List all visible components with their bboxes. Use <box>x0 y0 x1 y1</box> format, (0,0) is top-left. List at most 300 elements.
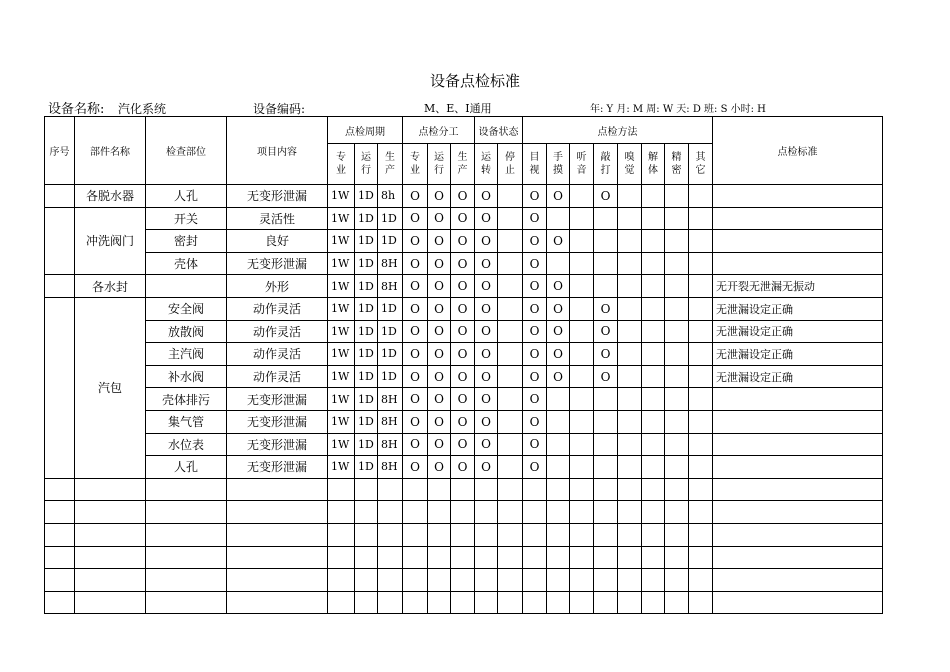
table-cell <box>146 591 227 614</box>
table-cell: O <box>451 433 475 456</box>
table-cell: O <box>547 275 570 298</box>
table-cell: 1D <box>378 207 403 230</box>
table-cell <box>498 546 523 569</box>
table-cell: O <box>594 185 618 208</box>
table-cell <box>618 456 642 479</box>
table-cell: O <box>547 185 570 208</box>
table-cell: O <box>451 252 475 275</box>
table-cell: O <box>428 343 451 366</box>
table-cell <box>594 275 618 298</box>
table-cell <box>642 433 665 456</box>
table-cell <box>227 523 328 546</box>
table-cell: O <box>403 388 428 411</box>
table-cell <box>498 297 523 320</box>
table-cell: 无变形泄漏 <box>227 252 328 275</box>
table-cell: 安全阀 <box>146 297 227 320</box>
table-cell: 1D <box>355 388 378 411</box>
scope-value: M、E、I通用 <box>424 102 492 115</box>
table-cell: O <box>547 297 570 320</box>
table-cell: 无变形泄漏 <box>227 388 328 411</box>
subheader-text: 敲打 <box>600 152 611 176</box>
table-cell <box>328 523 355 546</box>
table-cell: 无变形泄漏 <box>227 433 328 456</box>
table-cell <box>642 501 665 524</box>
table-cell: 1W <box>328 297 355 320</box>
table-cell: O <box>475 365 498 388</box>
subheader-text: 运行 <box>361 152 371 176</box>
table-cell <box>355 523 378 546</box>
table-cell: O <box>403 410 428 433</box>
subheader-cell <box>665 144 689 185</box>
table-cell: O <box>475 252 498 275</box>
table-cell: 1D <box>355 207 378 230</box>
table-cell <box>547 501 570 524</box>
table-cell: 1D <box>355 230 378 253</box>
table-cell <box>227 546 328 569</box>
table-row <box>45 320 883 343</box>
table-cell <box>642 388 665 411</box>
table-cell <box>75 501 146 524</box>
table-cell: 人孔 <box>146 456 227 479</box>
table-row <box>45 388 883 411</box>
subheader-cell <box>475 144 498 185</box>
page-title: 设备点检标准 <box>429 72 520 90</box>
table-cell: O <box>475 297 498 320</box>
table-cell <box>475 546 498 569</box>
table-cell <box>146 478 227 501</box>
table-cell: 外形 <box>227 275 328 298</box>
table-cell <box>498 523 523 546</box>
table-cell <box>665 365 689 388</box>
subheader-cell <box>618 144 642 185</box>
table-cell <box>665 388 689 411</box>
table-cell <box>594 410 618 433</box>
table-cell: 灵活性 <box>227 207 328 230</box>
table-cell: 动作灵活 <box>227 320 328 343</box>
subheader-cell <box>498 144 523 185</box>
subheader-cell <box>403 144 428 185</box>
table-cell <box>45 523 75 546</box>
table-cell <box>665 320 689 343</box>
subheader-cell <box>428 144 451 185</box>
table-cell <box>146 275 227 298</box>
table-cell: O <box>403 275 428 298</box>
table-cell <box>523 546 547 569</box>
table-cell <box>498 252 523 275</box>
table-cell: O <box>403 185 428 208</box>
table-cell <box>378 478 403 501</box>
table-cell <box>689 433 713 456</box>
table-cell <box>45 207 75 275</box>
table-cell: 1W <box>328 185 355 208</box>
table-cell <box>713 501 883 524</box>
table-cell: 无泄漏设定正确 <box>713 320 883 343</box>
table-cell: 开关 <box>146 207 227 230</box>
table-cell <box>570 523 594 546</box>
table-cell <box>713 388 883 411</box>
table-cell: O <box>428 185 451 208</box>
table-cell: O <box>428 388 451 411</box>
table-cell <box>451 591 475 614</box>
table-cell <box>642 478 665 501</box>
table-cell <box>618 252 642 275</box>
table-cell <box>713 410 883 433</box>
subheader-text: 专业 <box>410 152 420 176</box>
table-cell <box>498 410 523 433</box>
table-cell: 集气管 <box>146 410 227 433</box>
table-cell <box>689 252 713 275</box>
table-cell <box>378 523 403 546</box>
device-code-label: 设备编码: <box>253 102 306 116</box>
table-cell: 无变形泄漏 <box>227 410 328 433</box>
table-cell: 8h <box>378 185 403 208</box>
table-cell: O <box>451 297 475 320</box>
subheader-text: 停止 <box>505 152 515 176</box>
table-cell <box>665 501 689 524</box>
table-cell: O <box>451 388 475 411</box>
table-cell <box>665 478 689 501</box>
empty-row <box>45 591 883 614</box>
table-cell <box>146 523 227 546</box>
table-cell <box>594 501 618 524</box>
table-cell: 8H <box>378 388 403 411</box>
table-cell: O <box>523 365 547 388</box>
table-cell: O <box>594 297 618 320</box>
table-cell: 水位表 <box>146 433 227 456</box>
table-cell: 无泄漏设定正确 <box>713 343 883 366</box>
table-cell <box>355 546 378 569</box>
table-cell <box>45 591 75 614</box>
table-cell: 8H <box>378 275 403 298</box>
table-cell <box>498 478 523 501</box>
table-cell <box>570 410 594 433</box>
subheader-cell <box>547 144 570 185</box>
table-cell: O <box>547 343 570 366</box>
device-name-value: 汽化系统 <box>118 102 167 116</box>
table-cell: O <box>475 388 498 411</box>
table-cell <box>713 569 883 592</box>
table-cell <box>665 591 689 614</box>
table-cell <box>713 546 883 569</box>
table-cell: 1W <box>328 456 355 479</box>
empty-row <box>45 569 883 592</box>
table-cell <box>498 388 523 411</box>
table-cell <box>713 478 883 501</box>
table-cell: 1D <box>378 343 403 366</box>
table-cell <box>665 230 689 253</box>
table-cell: 1D <box>355 320 378 343</box>
table-cell: O <box>428 456 451 479</box>
table-cell <box>75 569 146 592</box>
table-cell: 1D <box>378 365 403 388</box>
table-cell <box>328 591 355 614</box>
table-cell <box>665 252 689 275</box>
table-cell <box>618 343 642 366</box>
subheader-text: 听音 <box>576 152 587 176</box>
table-cell <box>618 410 642 433</box>
table-cell: 主汽阀 <box>146 343 227 366</box>
table-cell: O <box>475 433 498 456</box>
table-cell <box>547 410 570 433</box>
table-cell: 1D <box>355 343 378 366</box>
table-cell <box>594 207 618 230</box>
table-cell: O <box>428 252 451 275</box>
table-cell <box>642 252 665 275</box>
table-cell <box>713 185 883 208</box>
table-cell: 1W <box>328 388 355 411</box>
table-cell <box>75 478 146 501</box>
table-cell <box>570 275 594 298</box>
table-cell <box>618 591 642 614</box>
table-cell <box>689 207 713 230</box>
table-cell <box>689 546 713 569</box>
table-cell: O <box>428 410 451 433</box>
subheader-text: 解体 <box>648 152 658 176</box>
table-cell <box>547 388 570 411</box>
table-cell <box>428 523 451 546</box>
table-cell: O <box>523 185 547 208</box>
table-cell: O <box>451 207 475 230</box>
table-cell <box>403 591 428 614</box>
table-cell: 1W <box>328 410 355 433</box>
table-cell: O <box>428 365 451 388</box>
table-cell: 1D <box>355 410 378 433</box>
empty-row <box>45 523 883 546</box>
table-cell <box>227 569 328 592</box>
table-cell <box>689 343 713 366</box>
table-cell <box>403 478 428 501</box>
table-cell <box>523 569 547 592</box>
table-cell: O <box>403 456 428 479</box>
table-cell: 8H <box>378 410 403 433</box>
table-cell <box>570 230 594 253</box>
table-cell <box>547 546 570 569</box>
table-cell <box>570 501 594 524</box>
table-cell <box>475 523 498 546</box>
table-cell <box>498 365 523 388</box>
subheader-text: 精密 <box>671 152 682 176</box>
subheader-cell <box>594 144 618 185</box>
header-method: 点检方法 <box>523 117 713 144</box>
table-cell <box>523 591 547 614</box>
subheader-text: 运转 <box>481 152 491 176</box>
table-cell <box>451 569 475 592</box>
table-cell <box>45 297 75 478</box>
table-cell <box>570 546 594 569</box>
table-cell: O <box>475 320 498 343</box>
table-cell: O <box>451 230 475 253</box>
table-cell: O <box>475 185 498 208</box>
table-cell <box>618 478 642 501</box>
header-state: 设备状态 <box>475 117 523 144</box>
table-cell <box>328 569 355 592</box>
table-cell <box>618 230 642 253</box>
table-cell: 1W <box>328 230 355 253</box>
table-cell: O <box>451 343 475 366</box>
header-standard: 点检标准 <box>713 117 883 185</box>
table-cell <box>547 478 570 501</box>
table-row <box>45 185 883 208</box>
table-cell <box>689 523 713 546</box>
table-cell: 1W <box>328 320 355 343</box>
table-cell <box>570 569 594 592</box>
table-row <box>45 456 883 479</box>
table-cell <box>642 456 665 479</box>
table-cell <box>146 546 227 569</box>
empty-row <box>45 501 883 524</box>
table-cell <box>713 433 883 456</box>
table-cell <box>498 320 523 343</box>
table-cell <box>355 569 378 592</box>
table-cell: O <box>523 252 547 275</box>
inspection-standard-table <box>44 116 883 614</box>
table-cell <box>451 546 475 569</box>
table-cell <box>523 523 547 546</box>
table-cell <box>547 252 570 275</box>
table-cell <box>570 591 594 614</box>
table-cell <box>618 501 642 524</box>
table-cell: 8H <box>378 433 403 456</box>
table-cell <box>594 523 618 546</box>
table-cell <box>665 207 689 230</box>
table-cell: O <box>403 252 428 275</box>
table-cell <box>428 546 451 569</box>
table-cell <box>570 433 594 456</box>
table-cell <box>570 365 594 388</box>
table-cell <box>642 185 665 208</box>
table-cell <box>355 478 378 501</box>
table-cell: 1D <box>355 365 378 388</box>
table-cell: O <box>475 456 498 479</box>
table-cell <box>618 297 642 320</box>
table-cell: O <box>523 343 547 366</box>
table-cell <box>498 185 523 208</box>
table-cell <box>665 569 689 592</box>
period-legend: 年: Y 月: M 周: W 天: D 班: S 小时: H <box>590 104 766 115</box>
table-cell <box>570 297 594 320</box>
table-row <box>45 297 883 320</box>
table-cell <box>570 478 594 501</box>
table-cell <box>689 569 713 592</box>
table-cell: 8H <box>378 456 403 479</box>
table-cell <box>713 456 883 479</box>
header-part-name: 部件名称 <box>75 117 146 185</box>
table-cell <box>689 185 713 208</box>
table-cell: 人孔 <box>146 185 227 208</box>
table-cell <box>498 591 523 614</box>
table-cell: 密封 <box>146 230 227 253</box>
table-cell: O <box>428 230 451 253</box>
table-cell <box>547 569 570 592</box>
table-cell <box>328 546 355 569</box>
table-cell <box>328 478 355 501</box>
table-cell <box>689 365 713 388</box>
table-cell: 汽包 <box>75 297 146 478</box>
table-cell: O <box>547 320 570 343</box>
table-cell <box>594 591 618 614</box>
table-cell <box>403 546 428 569</box>
table-cell <box>475 569 498 592</box>
table-cell: 1W <box>328 207 355 230</box>
table-cell <box>428 569 451 592</box>
subheader-text: 目视 <box>529 152 540 176</box>
table-cell: 壳体 <box>146 252 227 275</box>
table-cell <box>713 230 883 253</box>
table-cell <box>355 501 378 524</box>
subheader-text: 生产 <box>457 152 468 176</box>
table-cell: O <box>475 230 498 253</box>
subheader-cell <box>570 144 594 185</box>
table-row <box>45 433 883 456</box>
table-cell: 8H <box>378 252 403 275</box>
table-row <box>45 365 883 388</box>
table-cell <box>689 320 713 343</box>
table-cell: O <box>451 320 475 343</box>
table-cell <box>642 297 665 320</box>
table-cell: O <box>451 275 475 298</box>
table-cell <box>451 523 475 546</box>
subheader-cell <box>451 144 475 185</box>
table-row <box>45 207 883 230</box>
table-cell: 1D <box>355 275 378 298</box>
table-cell <box>547 207 570 230</box>
table-cell <box>618 433 642 456</box>
table-cell <box>642 546 665 569</box>
table-cell <box>689 230 713 253</box>
table-cell <box>498 433 523 456</box>
meta-line <box>48 100 888 116</box>
table-cell: O <box>403 320 428 343</box>
table-cell <box>428 501 451 524</box>
table-cell <box>713 207 883 230</box>
table-cell: 1D <box>355 185 378 208</box>
subheader-text: 其它 <box>695 152 706 176</box>
table-cell <box>665 410 689 433</box>
table-cell <box>665 433 689 456</box>
table-cell <box>594 478 618 501</box>
table-cell <box>75 546 146 569</box>
table-cell: O <box>523 456 547 479</box>
table-cell: O <box>428 207 451 230</box>
table-cell <box>547 456 570 479</box>
table-cell: 1D <box>355 456 378 479</box>
table-cell <box>428 591 451 614</box>
table-cell <box>498 456 523 479</box>
table-cell <box>428 478 451 501</box>
table-cell: 补水阀 <box>146 365 227 388</box>
empty-row <box>45 546 883 569</box>
table-cell <box>378 591 403 614</box>
table-cell: 无变形泄漏 <box>227 185 328 208</box>
table-cell <box>523 501 547 524</box>
table-cell: O <box>475 343 498 366</box>
subheader-cell <box>328 144 355 185</box>
table-cell <box>665 185 689 208</box>
table-cell <box>642 523 665 546</box>
table-cell <box>618 320 642 343</box>
table-cell: O <box>594 320 618 343</box>
table-cell <box>713 591 883 614</box>
subheader-cell <box>523 144 547 185</box>
table-cell: O <box>594 365 618 388</box>
header-division: 点检分工 <box>403 117 475 144</box>
table-cell <box>227 501 328 524</box>
empty-row <box>45 478 883 501</box>
table-row <box>45 252 883 275</box>
subheader-cell <box>642 144 665 185</box>
table-cell <box>475 501 498 524</box>
subheader-cell <box>689 144 713 185</box>
